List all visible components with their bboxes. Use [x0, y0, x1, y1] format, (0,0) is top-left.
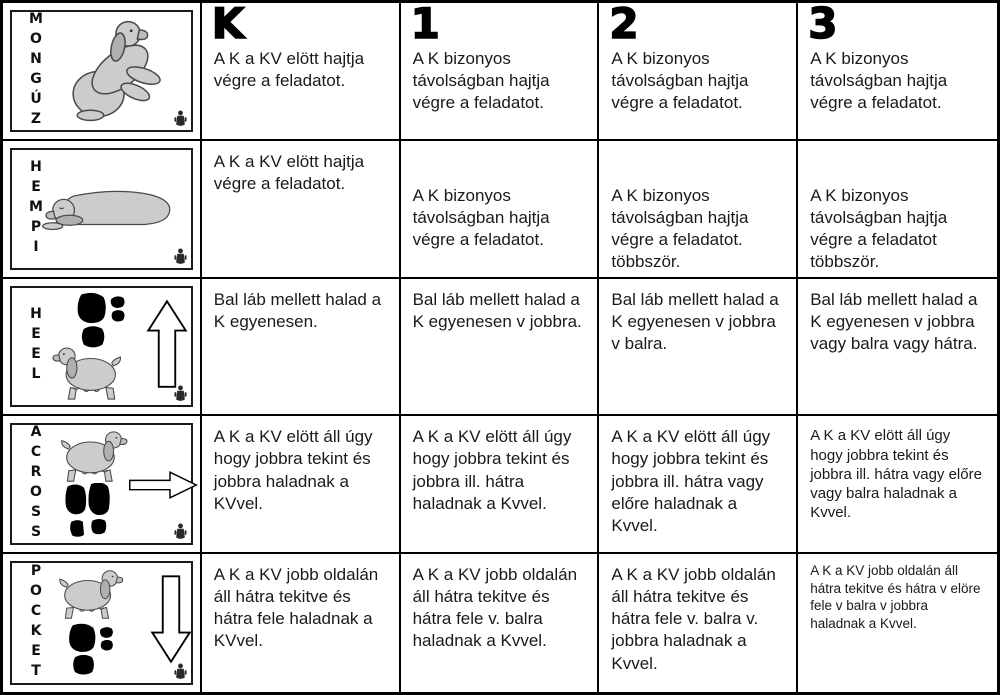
- begging-dog-illustration: [64, 16, 176, 124]
- cell-pocket-3: [798, 554, 997, 692]
- exercise-name-heel: HEEL: [28, 306, 44, 387]
- rule-text: A K bizonyos távolságban hajtja végre a feladatot.: [412, 48, 550, 112]
- exercise-name-across: ACROSS: [28, 424, 44, 545]
- rule-text: A K bizonyos távolságban hajtja végre a feladatot. többször.: [611, 185, 749, 272]
- image-card: [10, 423, 193, 545]
- cell-across-1: [401, 416, 600, 554]
- rule-text: A K a KV jobb oldalán áll hátra tekitve és hátra v elöre fele v balra v jobbra haladnak a Kvvel.: [810, 563, 981, 631]
- footprints-icon: [58, 623, 122, 677]
- exercise-image-cell-hempi: [3, 141, 202, 279]
- exercise-image-cell-pocket: [3, 554, 202, 692]
- footprints-icon: [67, 292, 133, 350]
- cell-across-3: [798, 416, 997, 554]
- lying-dog-illustration: [36, 180, 178, 238]
- cell-heel-3: [798, 279, 997, 417]
- cell-heel-K: [202, 279, 401, 417]
- cell-pocket-2: [599, 554, 798, 692]
- club-crest-icon: [174, 385, 187, 402]
- column-header-3: 3: [808, 3, 836, 48]
- cell-monguz-3: [798, 3, 997, 141]
- rule-text: A K a KV jobb oldalán áll hátra tekitve és hátra fele v. balra haladnak a Kvvel.: [412, 565, 578, 651]
- rule-text: A K bizonyos távolságban hajtja végre a feladatot többször.: [810, 185, 948, 272]
- cell-across-2: [599, 416, 798, 554]
- exercise-name-hempi: HEMPI: [28, 158, 44, 259]
- rule-text: Bal láb mellett halad a K egyenesen v jobbra v balra.: [611, 289, 779, 353]
- rule-text: Bal láb mellett halad a K egyenesen v jobbra vagy balra vagy hátra.: [810, 289, 978, 353]
- image-card: [10, 561, 193, 685]
- rule-text: A K a KV elött áll úgy hogy jobbra tekint és jobbra haladnak a KVvel.: [213, 427, 373, 513]
- up-arrow-icon: [146, 292, 188, 396]
- cell-across-K: [202, 416, 401, 554]
- club-crest-icon: [174, 110, 187, 127]
- column-header-1: 1: [410, 3, 438, 48]
- cell-hempi-K: [202, 141, 401, 279]
- cell-hempi-1: [401, 141, 600, 279]
- cell-heel-2: [599, 279, 798, 417]
- footprints-icon: [54, 483, 120, 539]
- exercise-name-pocket: POCKET: [28, 563, 44, 684]
- rule-text: A K a KV elött áll úgy hogy jobbra tekint és jobbra ill. hátra haladnak a Kvvel.: [412, 427, 572, 513]
- image-card: [10, 10, 193, 132]
- rule-text: A K bizonyos távolságban hajtja végre a feladatot.: [810, 48, 948, 112]
- club-crest-icon: [174, 523, 187, 540]
- rule-text: A K a KV jobb oldalán áll hátra tekitve és hátra fele haladnak a KVvel.: [213, 565, 379, 651]
- rule-text: A K a KV elött hajtja végre a feladatot.: [213, 151, 365, 193]
- standing-dog-illustration: [52, 428, 138, 484]
- rule-text: Bal láb mellett halad a K egyenesen v jobbra.: [412, 289, 582, 331]
- cell-pocket-K: [202, 554, 401, 692]
- exercise-image-cell-heel: [3, 279, 202, 417]
- exercise-image-cell-across: [3, 416, 202, 554]
- rule-text: Bal láb mellett halad a K egyenesen.: [213, 289, 382, 331]
- cell-monguz-1: [401, 3, 600, 141]
- cell-monguz-K: [202, 3, 401, 141]
- right-arrow-icon: [128, 465, 198, 505]
- cell-hempi-3: [798, 141, 997, 279]
- standing-dog-illustration: [48, 567, 136, 621]
- rule-text: A K a KV jobb oldalán áll hátra tekitve és hátra fele v. balra v. jobbra haladnak a Kvvel.: [611, 565, 776, 673]
- column-header-K: K: [211, 3, 243, 48]
- rule-text: A K a KV elött hajtja végre a feladatot.: [213, 48, 365, 90]
- cell-heel-1: [401, 279, 600, 417]
- cell-monguz-2: [599, 3, 798, 141]
- cell-hempi-2: [599, 141, 798, 279]
- rule-text: A K a KV elött áll úgy hogy jobbra tekint és jobbra ill. hátra vagy előre haladnak a Kvvel.: [611, 427, 771, 535]
- image-card: [10, 148, 193, 270]
- rule-text: A K a KV elött áll úgy hogy jobbra tekint és jobbra ill. hátra vagy előre vagy balra haladnak a Kvvel.: [810, 427, 982, 522]
- standing-dog-illustration: [42, 344, 130, 402]
- cell-pocket-1: [401, 554, 600, 692]
- down-arrow-icon: [150, 567, 192, 671]
- rule-text: A K bizonyos távolságban hajtja végre a feladatot.: [412, 185, 550, 249]
- column-header-2: 2: [609, 3, 637, 48]
- exercise-image-cell-monguz: [3, 3, 202, 141]
- club-crest-icon: [174, 248, 187, 265]
- image-card: [10, 286, 193, 408]
- club-crest-icon: [174, 663, 187, 680]
- exercise-name-monguz: MONGÚZ: [28, 10, 44, 131]
- rule-text: A K bizonyos távolságban hajtja végre a feladatot.: [611, 48, 749, 112]
